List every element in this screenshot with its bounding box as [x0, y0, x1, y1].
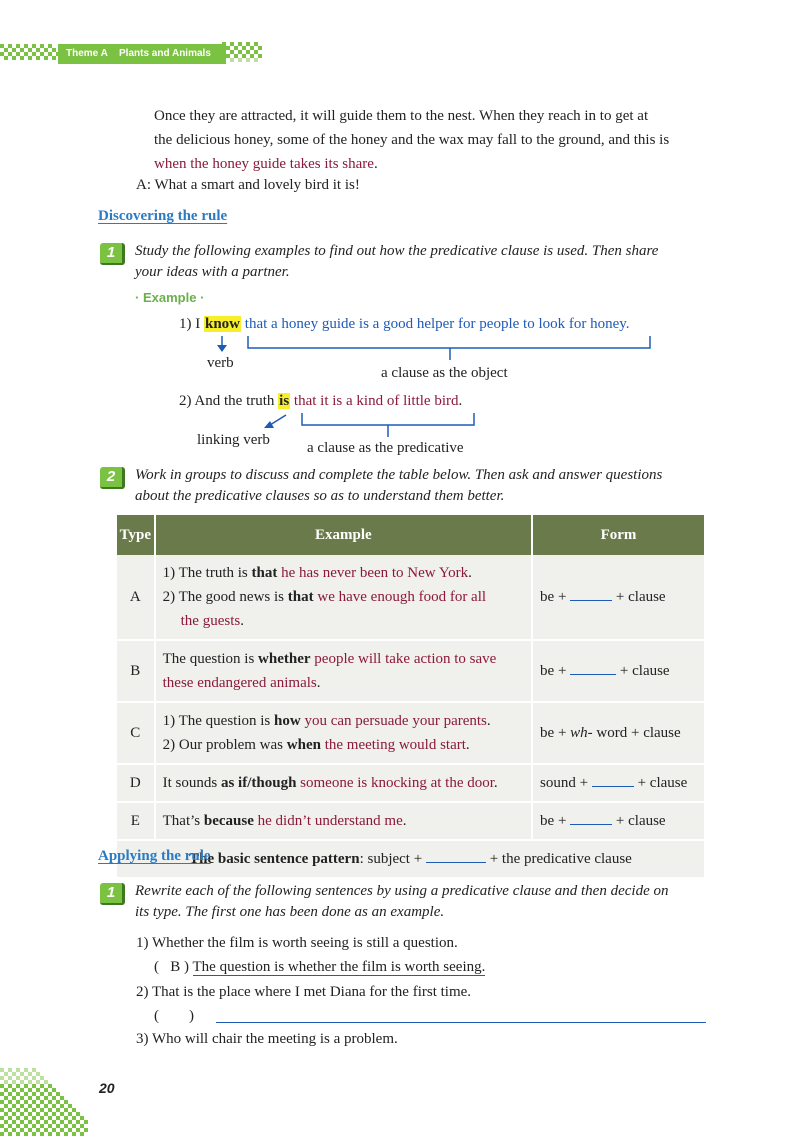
column-header-example: Example [155, 515, 532, 555]
table-row: E That’s because he didn’t understand me. be + + clause [117, 802, 705, 840]
table-row: D It sounds as if/though someone is knocking at the door. sound + + clause [117, 764, 705, 802]
task-instruction: Work in groups to discuss and complete the table below. Then ask and answer questions about the predicative clauses so as to understand them better. [135, 467, 663, 504]
fill-blank[interactable] [570, 600, 612, 601]
object-clause-label: a clause as the object [381, 365, 508, 381]
task-number-badge: 1 [100, 883, 125, 905]
exercise-answer-row: ( B ) The question is whether the film is worth seeing. [154, 959, 486, 975]
intro-line: the delicious honey, some of the honey and the wax may fall to the ground, and this is [154, 132, 670, 148]
answer-line[interactable] [216, 1021, 706, 1023]
verb-label: verb [207, 355, 234, 371]
page-number: 20 [99, 1080, 115, 1096]
table-footer-row: The basic sentence pattern: subject + + the predicative clause [117, 840, 705, 878]
predicative-clause: that it is a kind of little bird [290, 393, 459, 409]
task-number-badge: 1 [100, 243, 125, 265]
example-label: · Example · [135, 290, 205, 305]
dialogue-line: A: What a smart and lovely bird it is! [136, 177, 360, 193]
theme-title: Plants and Animals [119, 48, 211, 59]
task-instruction: Study the following examples to find out how the predicative clause is used. Then share your ideas with a partner. [135, 243, 659, 280]
fill-blank[interactable] [426, 862, 486, 863]
dot-icon: · [200, 290, 205, 305]
type-blank[interactable]: ( ) [154, 1008, 194, 1024]
table-header-row [117, 515, 705, 555]
table-row: B The question is whether people will take action to save these endangered animals. be + + clause [117, 640, 705, 702]
fill-blank[interactable] [570, 674, 616, 675]
fill-blank[interactable] [570, 824, 612, 825]
example-sentence-1: 1) I know that a honey guide is a good helper for people to look for honey. [179, 316, 630, 332]
theme-label: Theme A [66, 48, 108, 59]
object-clause: that a honey guide is a good helper for people to look for honey. [241, 316, 630, 332]
predicative-clause-table [117, 515, 706, 879]
theme-header [58, 44, 226, 64]
exercise-item: 1) Whether the film is worth seeing is still a question. [136, 935, 458, 951]
predicative-clause-label: a clause as the predicative [307, 440, 464, 456]
column-header-type: Type [117, 515, 155, 555]
discovering-heading: Discovering the rule [98, 208, 228, 224]
applying-heading: Applying the rule [98, 848, 211, 864]
linking-verb-label: linking verb [197, 432, 270, 448]
fill-blank[interactable] [592, 786, 634, 787]
footer-pattern [0, 1068, 96, 1138]
column-header-form: Form [532, 515, 705, 555]
intro-line: when the honey guide takes its share. [154, 156, 378, 172]
highlight-verb: is [279, 393, 290, 409]
table-row: A 1) The truth is that he has never been to New York. 2) The good news is that we have enough food for all the guests. be + + clause [117, 555, 705, 640]
highlight-verb: know [205, 316, 241, 332]
answer-type: B [170, 959, 181, 975]
table-row: C 1) The question is how you can persuade your parents. 2) Our problem was when the meeting would start. be + wh- word + clause [117, 702, 705, 764]
intro-paragraph [154, 104, 714, 176]
exercise-item: 3) Who will chair the meeting is a problem. [136, 1031, 398, 1047]
dot-icon: · [135, 290, 140, 305]
task-number-badge: 2 [100, 467, 125, 489]
task-instruction: Rewrite each of the following sentences by using a predicative clause and then decide on its type. The first one has been done as an example. [135, 883, 669, 920]
example-sentence-2: 2) And the truth is that it is a kind of little bird. [179, 393, 463, 409]
model-answer: The question is whether the film is worth seeing. [192, 959, 486, 975]
intro-line: Once they are attracted, it will guide them to the nest. When they reach in to get at [154, 108, 649, 124]
exercise-item: 2) That is the place where I met Diana for the first time. [136, 984, 472, 1000]
highlight-text: when the honey guide takes its share [154, 156, 374, 172]
